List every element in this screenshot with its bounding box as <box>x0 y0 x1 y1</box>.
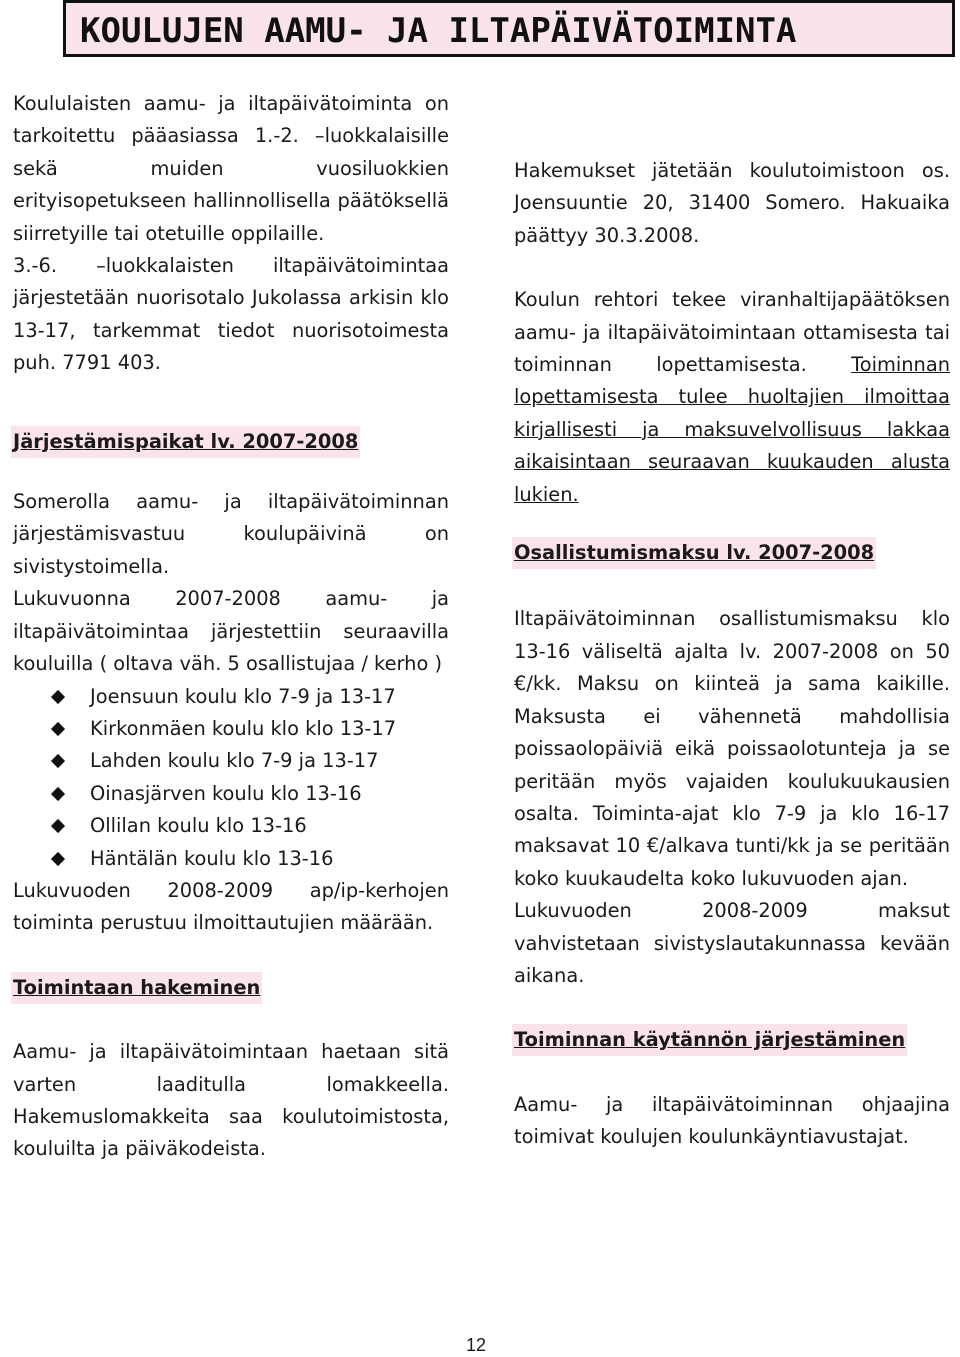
next-year-paragraph: Lukuvuoden 2008-2009 ap/ip-kerhojen toiminta perustuu ilmoittautujien määrään. <box>13 878 449 935</box>
applications-paragraph: Hakemukset jätetään koulutoimistoon os. Joensuuntie 20, 31400 Somero. Hakuaika päättyy 30.3.2008. <box>514 159 950 247</box>
section-heading-locations: Järjestämispaikat lv. 2007-2008 <box>11 426 360 458</box>
list-item: Kirkonmäen koulu klo klo 13-17 <box>13 713 449 745</box>
list-item: Häntälän koulu klo 13-16 <box>13 843 449 875</box>
schools-intro-paragraph: Lukuvuonna 2007-2008 aamu- ja iltapäivätoimintaa järjestettiin seuraavilla kouluilla ( oltava väh. 5 osallistujaa / kerho ) <box>13 587 449 676</box>
fees-paragraph: Iltapäivätoiminnan osallistumismaksu klo 13-16 väliseltä ajalta lv. 2007-2008 on 50 €/kk. Maksu on kiinteä ja sama kaikille. Maksusta ei vähennetä mahdollisia poissaolopäiviä eikä poissaolotunteja ja se peritään myös vajaiden koulukuukausien osalta. Toiminta-ajat klo 7-9 ja klo 16-17 maksavat 10 €/alkava tunti/kk ja se peritään koko kuukaudelta koko lukuvuoden ajan. <box>514 607 950 890</box>
list-item: Joensuun koulu klo 7-9 ja 13-17 <box>13 681 449 713</box>
responsibility-paragraph: Somerolla aamu- ja iltapäivätoiminnan järjestämisvastuu koulupäivinä on sivistystoimella. <box>13 490 449 578</box>
left-column <box>13 88 449 1166</box>
applying-paragraph: Aamu- ja iltapäivätoimintaan haetaan sitä varten laaditulla lomakkeella. Hakemuslomakkeita saa koulutoimistosta, kouluilta ja päiväkodeista. <box>13 1040 449 1161</box>
decision-text: Koulun rehtori tekee viranhaltijapäätöksen aamu- ja iltapäivätoimintaan ottamisesta tai toiminnan lopettamisesta. <box>514 288 950 377</box>
intro-paragraph: Koululaisten aamu- ja iltapäivätoiminta on tarkoitettu pääasiassa 1.-2. –luokkalaisille sekä muiden vuosiluokkien erityisopetukseen hallinnollisella päätöksellä siirretyille tai otetuille oppilaille. <box>13 92 449 245</box>
section-heading-fees: Osallistumismaksu lv. 2007-2008 <box>512 537 876 569</box>
list-item: Lahden koulu klo 7-9 ja 13-17 <box>13 745 449 777</box>
page-title: KOULUJEN AAMU- JA ILTAPÄIVÄTOIMINTA <box>63 0 955 57</box>
section-heading-applying: Toimintaan hakeminen <box>11 972 262 1004</box>
intro-paragraph-2: 3.-6. –luokkalaisten iltapäivätoimintaa järjestetään nuorisotalo Jukolassa arkisin klo 13-17, tarkemmat tiedot nuorisotoimesta puh. 7791 403. <box>13 254 449 375</box>
right-column <box>514 155 950 1154</box>
list-item: Ollilan koulu klo 13-16 <box>13 810 449 842</box>
list-item: Oinasjärven koulu klo 13-16 <box>13 778 449 810</box>
section-heading-practical: Toiminnan käytännön järjestäminen <box>512 1024 907 1056</box>
termination-text: Toiminnan lopettamisesta tulee huoltajien ilmoittaa kirjallisesti ja maksuvelvollisuus lakkaa aikaisintaan seuraavan kuukauden alusta lukien. <box>514 353 950 506</box>
decision-paragraph <box>514 284 950 511</box>
page-number: 12 <box>466 1335 487 1355</box>
schools-list <box>13 681 449 875</box>
instructors-paragraph: Aamu- ja iltapäivätoiminnan ohjaajina toimivat koulujen koulunkäyntiavustajat. <box>514 1092 950 1149</box>
fees-next-year-paragraph: Lukuvuoden 2008-2009 maksut vahvistetaan sivistyslautakunnassa kevään aikana. <box>514 899 950 987</box>
